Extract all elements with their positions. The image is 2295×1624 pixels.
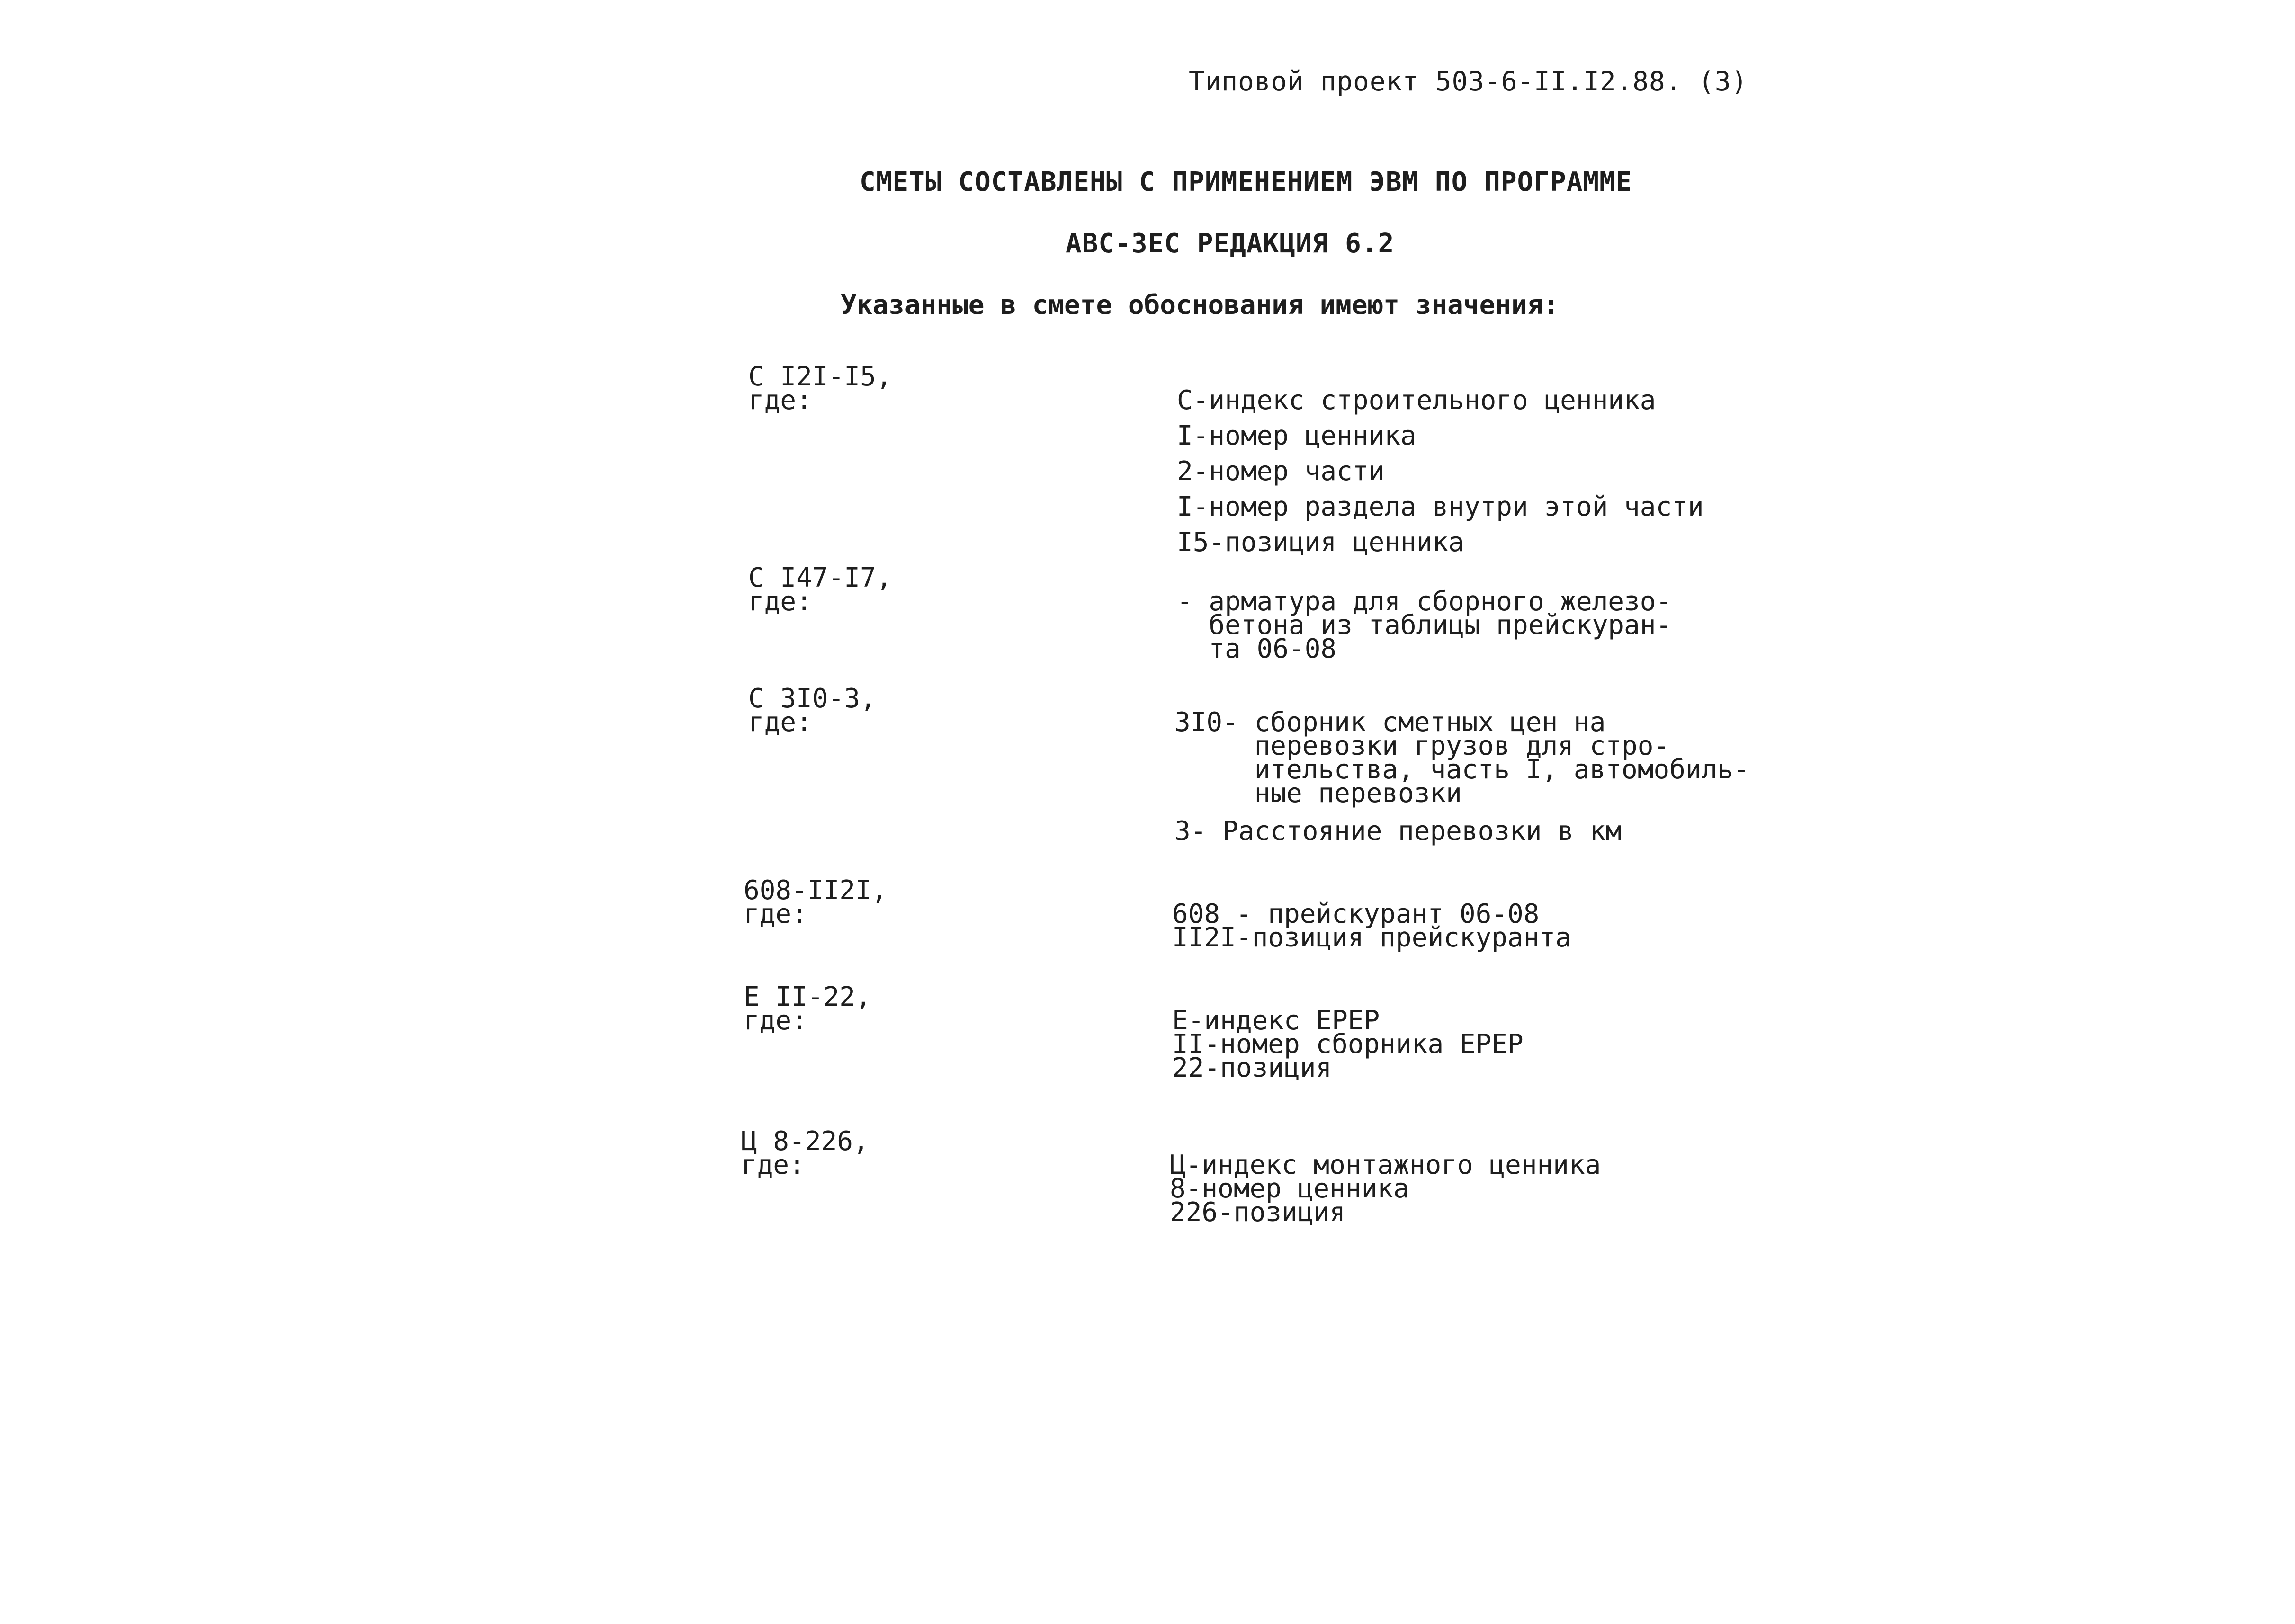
entry-desc-line: перевозки грузов для стро-: [1174, 731, 1670, 761]
entry-where: где:: [748, 385, 812, 416]
entry-desc-line: Ц-индекс монтажного ценника: [1170, 1150, 1601, 1180]
entry-desc-line: I-номер раздела внутри этой части: [1177, 491, 1704, 522]
entry-code: С 3I0-3,: [748, 683, 876, 714]
document-title-line-1: СМЕТЫ СОСТАВЛЕНЫ С ПРИМЕНЕНИЕМ ЭВМ ПО ПРОГРАММЕ: [860, 167, 1632, 197]
entry-code: С I2I-I5,: [748, 361, 892, 392]
entry-desc-line: II2I-позиция прейскуранта: [1172, 922, 1571, 953]
entry-where: где:: [748, 707, 812, 738]
entry-desc-line: 8-номер ценника: [1170, 1173, 1409, 1204]
entry-code: 608-II2I,: [744, 875, 888, 906]
entry-where: где:: [741, 1150, 805, 1180]
entry-code: С I47-I7,: [748, 562, 892, 593]
document-title-line-2: АВС-ЗЕС РЕДАКЦИЯ 6.2: [1066, 228, 1395, 259]
entry-desc-line: 3I0- сборник сметных цен на: [1174, 707, 1606, 738]
entry-code: Е II-22,: [744, 982, 871, 1012]
entry-where: где:: [744, 1005, 807, 1036]
entry-desc-line: Е-индекс ЕРЕР: [1172, 1005, 1380, 1036]
entry-desc-line: 226-позиция: [1170, 1197, 1345, 1228]
entry-desc-line: С-индекс строительного ценника: [1177, 385, 1656, 416]
entry-desc-line: та 06-08: [1177, 634, 1337, 664]
project-reference: Типовой проект 503-6-II.I2.88. (3): [1189, 66, 1748, 97]
entry-where: где:: [744, 899, 807, 929]
entry-desc-line: II-номер сборника ЕРЕР: [1172, 1029, 1524, 1060]
entry-desc-line: 608 - прейскурант 06-08: [1172, 899, 1540, 929]
entry-desc-line: бетона из таблицы прейскуран-: [1177, 610, 1672, 641]
entry-desc-line: ительства, часть I, автомобиль-: [1174, 754, 1749, 785]
entry-code: Ц 8-226,: [741, 1126, 869, 1157]
entry-desc-line: - арматура для сборного железо-: [1177, 586, 1672, 617]
intro-text: Указанные в смете обоснования имеют значения:: [841, 290, 1560, 321]
entry-desc-line: 22-позиция: [1172, 1053, 1332, 1083]
entry-desc-line: ные перевозки: [1174, 778, 1462, 809]
entry-where: где:: [748, 586, 812, 617]
entry-desc-line: I-номер ценника: [1177, 420, 1416, 451]
entry-desc-line: 2-номер части: [1177, 456, 1385, 487]
entry-desc-line: I5-позиция ценника: [1177, 527, 1464, 558]
entry-desc-line: 3- Расстояние перевозки в км: [1174, 816, 1622, 847]
